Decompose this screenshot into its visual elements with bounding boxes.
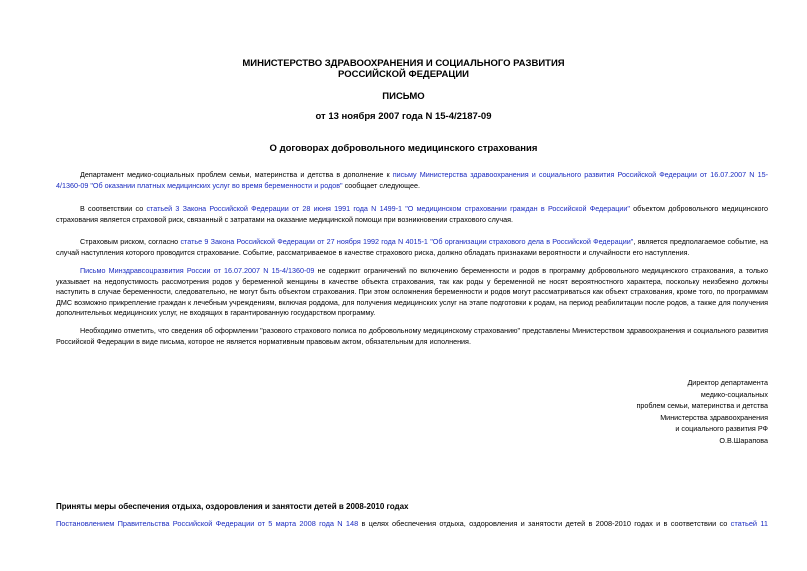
- link-letter-minzdravsocrazvitiya[interactable]: Письмо Минздравсоцразвития России от 16.07.2007 N 15-4/1360-09: [80, 266, 315, 275]
- news-text: [56, 518, 768, 529]
- paragraph-1-text-start: Департамент медико-социальных проблем семьи, материнства и детства в дополнение к: [80, 170, 393, 179]
- paragraph-3-text-start: Страховым риском, согласно: [80, 237, 181, 246]
- paragraph-2-text-start: В соответствии со: [80, 204, 147, 213]
- signature-block: [560, 377, 768, 447]
- signature-name: О.В.Шарапова: [719, 435, 768, 445]
- document-type: ПИСЬМО: [382, 91, 425, 102]
- ministry-name-line1: МИНИСТЕРСТВО ЗДРАВООХРАНЕНИЯ И СОЦИАЛЬНОГО РАЗВИТИЯ: [242, 58, 565, 69]
- link-law-4015-1-article-9[interactable]: статье 9 Закона Российской Федерации от 27 ноября 1992 года N 4015-1 "Об организации страхового дела в Российской Федерации": [180, 237, 634, 246]
- signature-line-3: проблем семьи, материнства и детства: [636, 401, 768, 411]
- paragraph-5: [56, 326, 768, 347]
- link-law-1499-1-article-3[interactable]: статьей 3 Закона Российской Федерации от 28 июня 1991 года N 1499-1 "О медицинском страховании граждан в Российской Федерации": [146, 204, 630, 213]
- link-letter-15-4-1360-09[interactable]: письму Министерства здравоохранения и социального развития Российской Федерации от 16.07.2007 N 15-4/1360-09 "Об оказании платных медицинских услуг во время беременности и родов": [56, 170, 768, 190]
- news-text-middle: в целях обеспечения отдыха, оздоровления и занятости детей в 2008-2010 годах и в соответствии со: [358, 519, 731, 528]
- signature-line-5: и социального развития РФ: [675, 424, 768, 434]
- paragraph-4-text: не содержит ограничений по включению беременности и родов в программу добровольного медицинского страхования, а только указывает на недопустимость рассмотрения родов у беременной женщины в качестве объекта страхования, так как роды у беременной не носят вероятностного характера, поскольку неизбежно должны наступить в случае беременности, следовательно, не могут быть объектом страхования. При этом осложнения беременности и родов могут рассматриваться как объект страхования, кроме того, по программам ДМС возможно прикрепление граждан к лечебным учреждениям, включая роддома, для получения медицинских услуг на этапе подготовки к родам, на период реабилитации после родов, а также для получения дополнительных медицинских услуг, не входящих в гарантированную государством программу.: [56, 266, 768, 318]
- link-article-11[interactable]: статьей 11: [730, 519, 768, 528]
- paragraph-2-text-end: объектом добровольного медицинского страхования является страховой риск, связанный с затратами на оказание медицинской помощи при возникновении страхового случая.: [56, 204, 769, 224]
- news-title: Приняты меры обеспечения отдыха, оздоровления и занятости детей в 2008-2010 годах: [56, 502, 409, 511]
- document-date: от 13 ноября 2007 года N 15-4/2187-09: [315, 111, 492, 122]
- paragraph-2: [56, 204, 768, 225]
- paragraph-3-text-end: , является предполагаемое событие, на случай наступления которого проводится страхование. Событие, рассматриваемое в качестве страхового риска, должно обладать признаками вероятности и случайности его наступления.: [56, 237, 768, 257]
- ministry-name-line2: РОССИЙСКОЙ ФЕДЕРАЦИИ: [337, 69, 469, 80]
- signature-line-2: медико-социальных: [700, 389, 768, 399]
- paragraph-3: [56, 237, 768, 258]
- paragraph-1: [56, 170, 768, 191]
- link-government-decree-148[interactable]: Постановлением Правительства Российской Федерации от 5 марта 2008 года N 148: [56, 519, 359, 528]
- signature-line-1: Директор департамента: [687, 378, 768, 387]
- paragraph-5-text: Необходимо отметить, что сведения об оформлении "разового страхового полиса по добровольному медицинскому страхованию" представлены Министерством здравоохранения и социального развития Российской Федерации в виде письма, которое не является нормативным правовым актом, обязательным для исполнения.: [56, 326, 768, 346]
- paragraph-1-text-end: сообщает следующее.: [342, 180, 420, 190]
- signature-line-4: Министерства здравоохранения: [660, 412, 768, 422]
- paragraph-4: [56, 266, 768, 319]
- document-title: О договорах добровольного медицинского страхования: [269, 143, 538, 154]
